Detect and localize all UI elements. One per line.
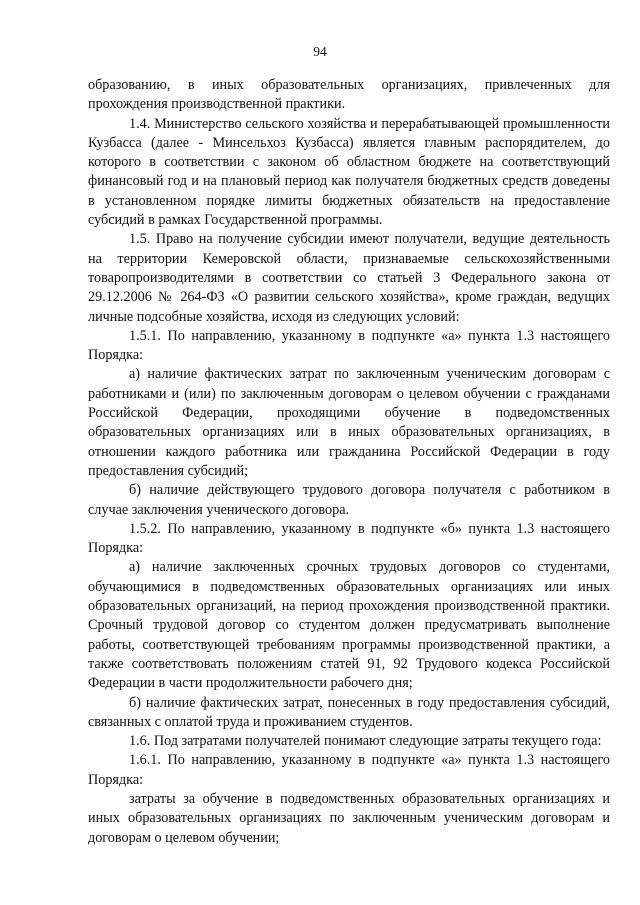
paragraph-1-5-1-a: а) наличие фактических затрат по заключенным ученическим договорам с работниками и (или) по заключенным договорам о целевом обучении с гражданами Российской Федерации, проходящими обучение в подведомственных образовательных организациях или в иных образовательных организациях, в отношении каждого работника или гражданина Российской Федерации в году предоставления субсидий;	[88, 366, 610, 479]
paragraph-1-5-1: 1.5.1. По направлению, указанному в подпункте «а» пункта 1.3 настоящего Порядка:	[88, 327, 610, 364]
page-number: 94	[313, 44, 327, 59]
document-body	[88, 76, 610, 848]
paragraph-1-5-1-b: б) наличие действующего трудового договора получателя с работником в случае заключения ученического договора.	[88, 482, 610, 518]
paragraph-1-5-2-b: б) наличие фактических затрат, понесенных в году предоставления субсидий, связанных с оплатой труда и проживанием студентов.	[88, 694, 610, 730]
paragraph-1-6: 1.6. Под затратами получателей понимают следующие затраты текущего года:	[129, 733, 602, 750]
paragraph-1-6-1-costs: затраты за обучение в подведомственных образовательных организациях и иных образовательных организациях по заключенным ученическим договорам и договорам о целевом обучении;	[88, 790, 610, 846]
paragraph-1-4: 1.4. Министерство сельского хозяйства и перерабатывающей промышленности Кузбасса (далее - Минсельхоз Кузбасса) является главным распорядителем, до которого в соответствии с законом об областном бюджете на соответствующий финансовый год и на плановый период как получателя бюджетных средств доведены в установленном порядке лимиты бюджетных обязательств на предоставление субсидий в рамках Государственной программы.	[88, 115, 610, 229]
paragraph-1-5-2-a: а) наличие заключенных срочных трудовых договоров со студентами, обучающимися в подведомственных образовательных организациях или иных образовательных организаций, на период прохождения производственной практики. Срочный трудовой договор со студентом должен предусматривать выполнение работы, соответствующей требованиям программы производственной практики, а также соответствовать положениям статей 91, 92 Трудового кодекса Российской Федерации в части продолжительности рабочего дня;	[88, 559, 610, 692]
paragraph-1-6-1: 1.6.1. По направлению, указанному в подпункте «а» пункта 1.3 настоящего Порядка:	[88, 752, 610, 788]
paragraph-1-5: 1.5. Право на получение субсидии имеют получатели, ведущие деятельность на территории Кемеровской области, признаваемые сельскохозяйственными товаропроизводителями в соответствии со статьей 3 Федерального закона от 29.12.2006 № 264-ФЗ «О развитии сельского хозяйства», кроме граждан, ведущих личные подсобные хозяйства, исходя из следующих условий:	[88, 231, 610, 325]
paragraph-continuation: образованию, в иных образовательных организациях, привлеченных для прохождения производственной практики.	[88, 77, 610, 113]
paragraph-1-5-2: 1.5.2. По направлению, указанному в подпункте «б» пункта 1.3 настоящего Порядка:	[88, 520, 610, 557]
